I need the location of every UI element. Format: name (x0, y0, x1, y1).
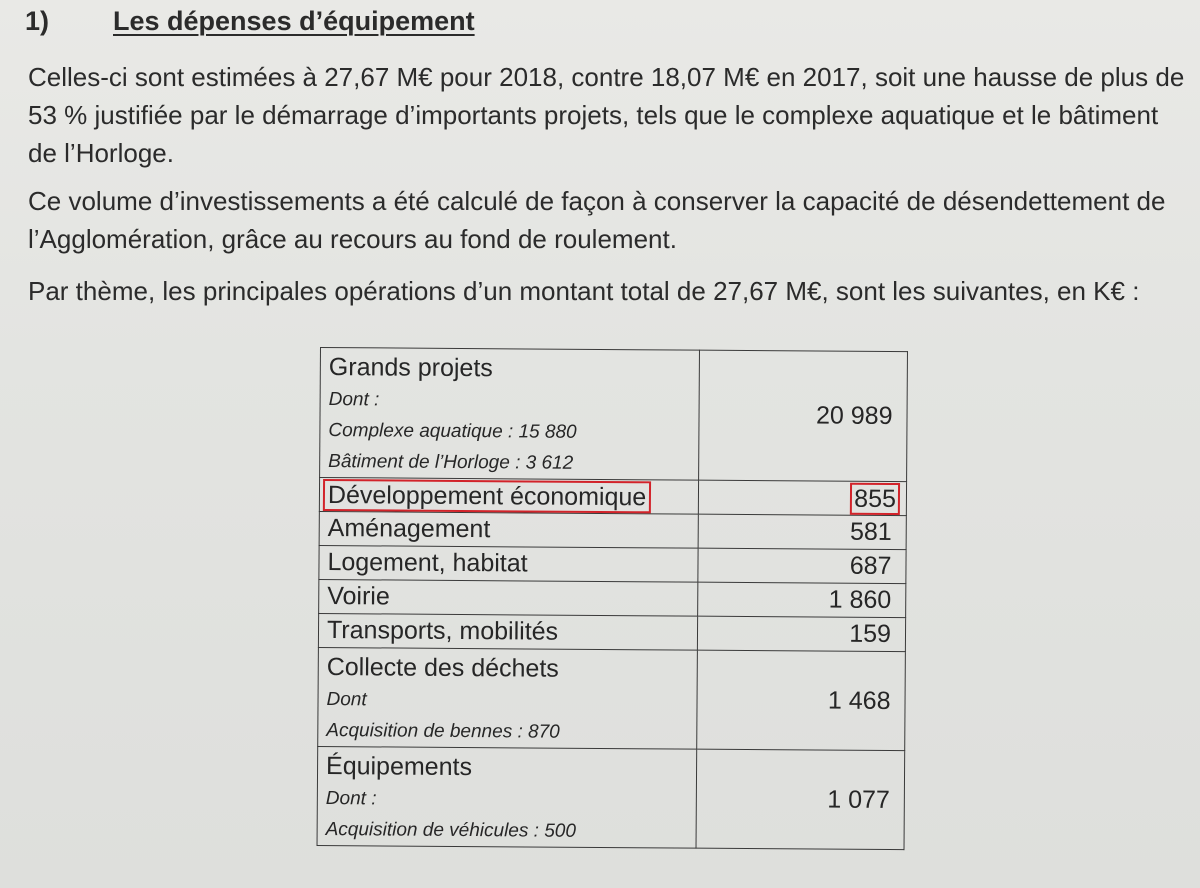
paragraph-line: Par thème, les principales opérations d’un montant total de 27,67 M€, sont les suivantes, en K€ : (28, 276, 1140, 306)
table-row (319, 579, 906, 617)
paragraph-line: l’Agglomération, grâce au recours au fond de roulement. (28, 224, 677, 254)
row-value: 20 989 (699, 350, 908, 481)
highlight-box-label: Développement économique (323, 479, 651, 513)
table-row (318, 613, 905, 651)
row-detail: Dont : (328, 389, 380, 411)
row-label: Transports, mobilités (318, 613, 697, 650)
row-detail: Bâtiment de l’Horloge : 3 612 (328, 451, 574, 474)
row-value: 159 (697, 616, 905, 651)
row-label: Aménagement (319, 511, 698, 548)
table-row (319, 545, 906, 583)
paragraph-by-theme (28, 272, 1188, 310)
row-label-cell (319, 478, 698, 515)
section-heading (25, 6, 475, 37)
table-row (318, 647, 906, 750)
row-detail: Acquisition de véhicules : 500 (325, 819, 577, 842)
row-value-cell (698, 480, 906, 515)
paragraph-line: Celles-ci sont estimées à 27,67 M€ pour 2018, contre 18,07 M€ en 2017, soit une hausse de plus de (28, 62, 1185, 92)
table-row (317, 746, 905, 849)
highlight-box-value: 855 (850, 482, 900, 514)
paragraph-line: Ce volume d’investissements a été calculé de façon à conserver la capacité de désendettement de (28, 186, 1166, 216)
row-label: Logement, habitat (319, 545, 698, 582)
paragraph-line: de l’Horloge. (28, 138, 174, 168)
row-label: Équipements (325, 752, 473, 782)
row-detail: Dont : (325, 788, 377, 810)
operations-table (317, 347, 908, 850)
row-label: Voirie (319, 579, 698, 616)
row-value: 1 860 (698, 582, 906, 617)
row-detail: Acquisition de bennes : 870 (326, 720, 560, 743)
row-label-cell (318, 647, 698, 749)
row-label-cell (317, 746, 697, 848)
row-value: 581 (698, 514, 906, 549)
row-label-cell (320, 348, 700, 481)
paragraph-investment-volume (28, 182, 1188, 258)
paragraph-line: 53 % justifiée par le démarrage d’importants projets, tels que le complexe aquatique et le bâtiment (28, 100, 1159, 130)
table-row (319, 511, 906, 549)
row-value: 1 077 (696, 749, 905, 849)
row-label: Grands projets (328, 353, 493, 383)
row-detail: Dont (326, 689, 367, 711)
table-row (320, 348, 908, 482)
section-title: Les dépenses d’équipement (113, 6, 475, 36)
row-value: 687 (698, 548, 906, 583)
table-row-highlighted (319, 478, 906, 516)
row-label: Collecte des déchets (326, 653, 559, 683)
paragraph-estimate (28, 58, 1188, 172)
section-number: 1) (25, 6, 50, 36)
row-detail: Complexe aquatique : 15 880 (328, 420, 577, 443)
row-value: 1 468 (697, 650, 906, 750)
